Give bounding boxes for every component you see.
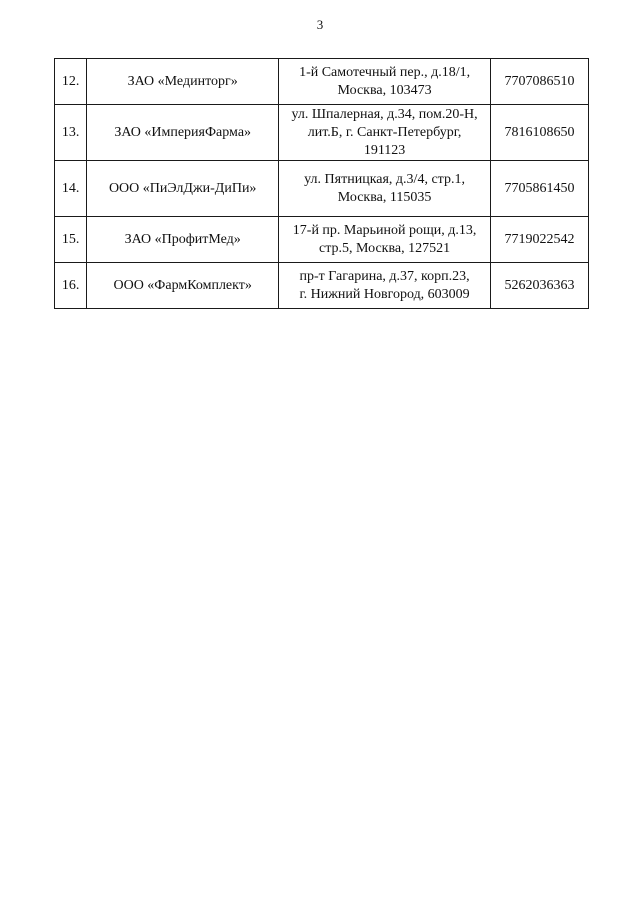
table-row xyxy=(55,217,589,263)
organization-name-cell: ООО «ФармКомплект» xyxy=(87,263,279,309)
inn-cell: 5262036363 xyxy=(491,263,589,309)
address-line: ул. Шпалерная, д.34, пом.20-Н, xyxy=(291,106,478,122)
address-line: стр.5, Москва, 127521 xyxy=(319,240,451,256)
row-number-cell: 15. xyxy=(55,217,87,263)
row-number-cell: 12. xyxy=(55,59,87,105)
address-line: ул. Пятницкая, д.3/4, стр.1, xyxy=(304,171,465,187)
address-line: Москва, 115035 xyxy=(337,189,432,205)
page-number: 3 xyxy=(316,17,324,32)
address-line: пр-т Гагарина, д.37, корп.23, xyxy=(299,268,470,284)
address-cell xyxy=(279,161,491,217)
address-line: 17-й пр. Марьиной рощи, д.13, xyxy=(292,222,477,238)
row-number-cell: 13. xyxy=(55,105,87,161)
inn-cell: 7816108650 xyxy=(491,105,589,161)
organizations-table xyxy=(54,58,589,309)
table-row xyxy=(55,263,589,309)
inn-cell: 7705861450 xyxy=(491,161,589,217)
row-number-cell: 16. xyxy=(55,263,87,309)
row-number-cell: 14. xyxy=(55,161,87,217)
address-line: Москва, 103473 xyxy=(337,82,432,98)
address-cell xyxy=(279,217,491,263)
organization-name-cell: ЗАО «Мединторг» xyxy=(87,59,279,105)
address-cell xyxy=(279,105,491,161)
organization-name-cell: ЗАО «ИмперияФарма» xyxy=(87,105,279,161)
address-cell xyxy=(279,59,491,105)
address-line: 1-й Самотечный пер., д.18/1, xyxy=(299,64,471,80)
inn-cell: 7707086510 xyxy=(491,59,589,105)
address-line: г. Нижний Новгород, 603009 xyxy=(299,286,470,302)
inn-cell: 7719022542 xyxy=(491,217,589,263)
table-row xyxy=(55,59,589,105)
table-row xyxy=(55,161,589,217)
address-cell xyxy=(279,263,491,309)
address-line: лит.Б, г. Санкт-Петербург, xyxy=(307,124,462,140)
table-row xyxy=(55,105,589,161)
address-line: 191123 xyxy=(363,142,406,158)
organization-name-cell: ЗАО «ПрофитМед» xyxy=(87,217,279,263)
organization-name-cell: ООО «ПиЭлДжи-ДиПи» xyxy=(87,161,279,217)
